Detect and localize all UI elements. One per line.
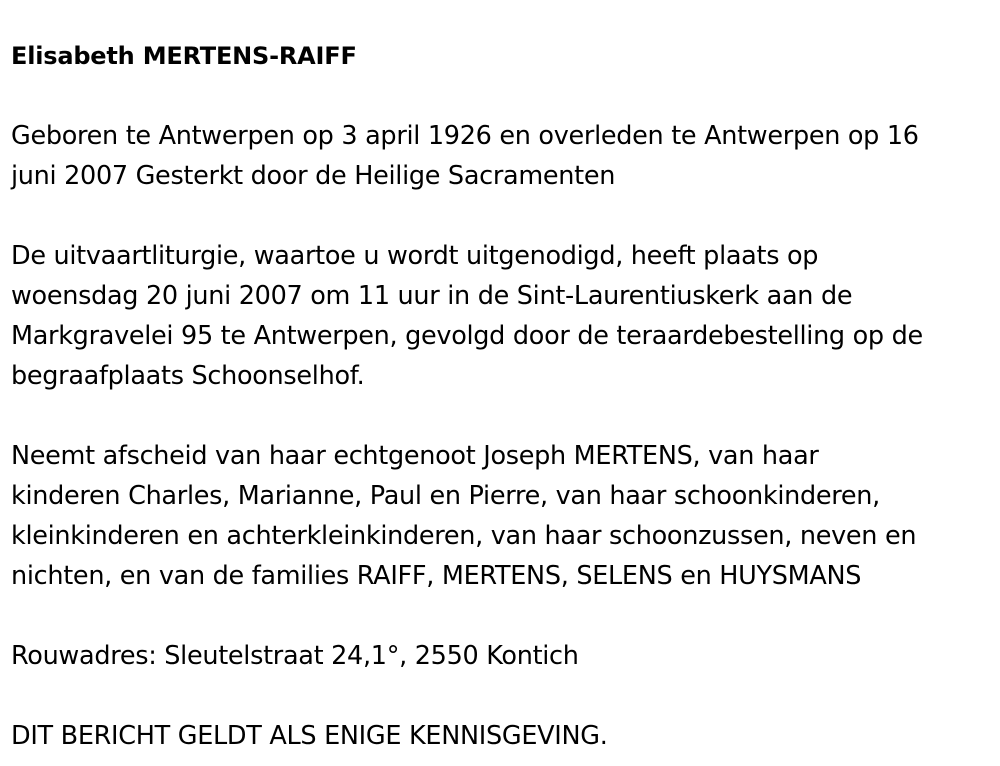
mourning-address: Rouwadres: Sleutelstraat 24,1°, 2550 Kontich <box>11 641 579 671</box>
farewell-paragraph <box>11 436 996 596</box>
deceased-name: Elisabeth MERTENS-RAIFF <box>11 42 357 70</box>
funeral-paragraph <box>11 236 996 396</box>
text-line: Geboren te Antwerpen op 3 april 1926 en overleden te Antwerpen op 16 <box>11 121 919 151</box>
text-line: begraafplaats Schoonselhof. <box>11 361 365 391</box>
text-line: kleinkinderen en achterkleinkinderen, van haar schoonzussen, neven en <box>11 521 917 551</box>
text-line: Neemt afscheid van haar echtgenoot Joseph MERTENS, van haar <box>11 441 819 471</box>
text-line: woensdag 20 juni 2007 om 11 uur in de Sint-Laurentiuskerk aan de <box>11 281 853 311</box>
text-line: nichten, en van de families RAIFF, MERTENS, SELENS en HUYSMANS <box>11 561 862 591</box>
death-notice <box>11 36 996 756</box>
closing-statement: DIT BERICHT GELDT ALS ENIGE KENNISGEVING. <box>11 721 608 751</box>
birth-death-paragraph <box>11 116 996 196</box>
text-line: juni 2007 Gesterkt door de Heilige Sacramenten <box>11 161 616 191</box>
text-line: De uitvaartliturgie, waartoe u wordt uitgenodigd, heeft plaats op <box>11 241 819 271</box>
text-line: Markgravelei 95 te Antwerpen, gevolgd door de teraardebestelling op de <box>11 321 923 351</box>
text-line: kinderen Charles, Marianne, Paul en Pierre, van haar schoonkinderen, <box>11 481 880 511</box>
